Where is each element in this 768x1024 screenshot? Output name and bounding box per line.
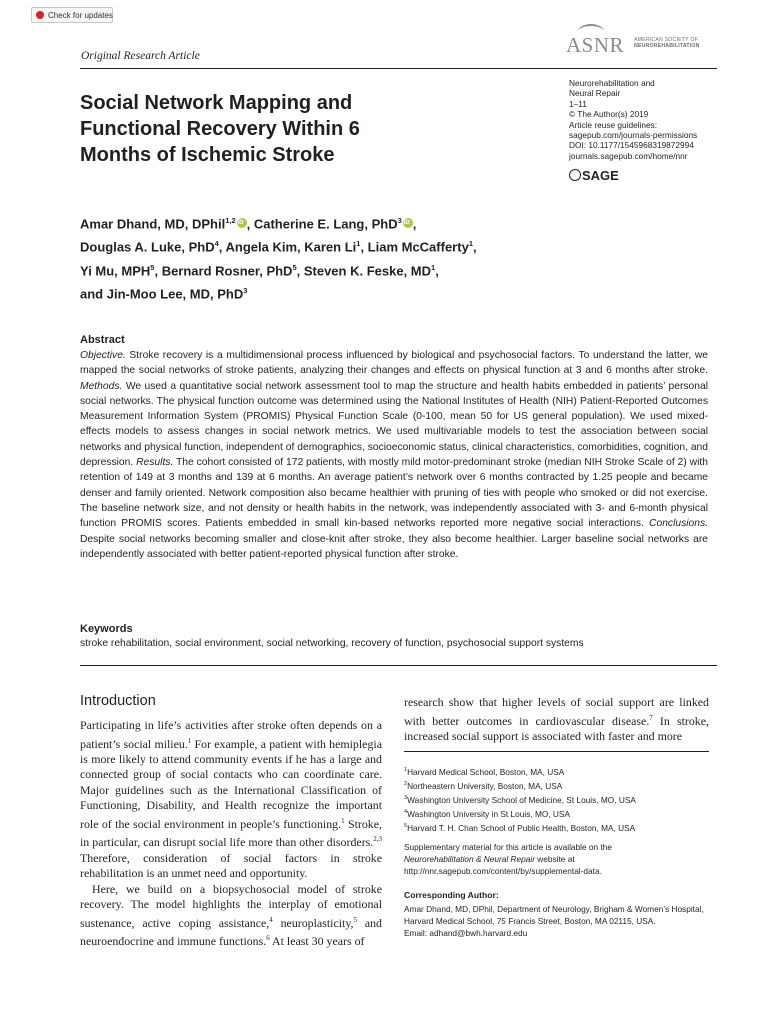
corresponding-author (404, 903, 704, 940)
affiliations (404, 764, 636, 834)
author-affil: 4 (214, 239, 219, 249)
logo-line-1: AMERICAN SOCIETY OF (634, 37, 698, 43)
text-run: neuroplasticity, (272, 915, 354, 930)
text-run: Therefore, consideration of social factors in stroke rehabilitation is an unmet need and opportunity. (80, 850, 382, 881)
author: and Jin-Moo Lee, MD, PhD (80, 286, 244, 302)
affiliation (404, 792, 636, 806)
text-run: and neuroendocrine and immune functions. (80, 915, 382, 949)
text-run: Stroke, in particular, can disrupt social life more than other disorders. (80, 816, 382, 850)
citation[interactable]: 2,3 (373, 835, 382, 844)
author: , Angela Kim, Karen Li (218, 239, 357, 255)
author: Yi Mu, MPH (80, 262, 151, 278)
paragraph (80, 718, 382, 882)
author-sep: , (412, 216, 417, 232)
logo-line-2: NEUROREHABILITATION (634, 43, 700, 49)
article-type: Original Research Article (81, 50, 200, 62)
orcid-icon[interactable] (237, 218, 247, 228)
abstract-conclusions-label: Conclusions. (649, 518, 708, 530)
body-column-right (404, 695, 709, 744)
author-affil: 1,2 (225, 216, 236, 225)
abstract-objective: Stroke recovery is a multidimensional process influenced by biological and psychosocial factors. To understand the latter, we mapped the social networks of stroke patients, analyzing their changes and effects on physical function at 3 and 6 months after stroke. (80, 350, 708, 377)
author: Amar Dhand, MD, DPhil (80, 216, 226, 232)
author-affil: 1 (356, 239, 361, 249)
abstract-conclusions: Despite social networks becoming smaller and close-knit after stroke, they also become healthier. Larger baseline social networks are independently associated with better patient-reported physical function after stroke. (80, 533, 708, 560)
corresponding-email[interactable]: Email: adhand@bwh.harvard.edu (404, 928, 528, 939)
author-sep: , (472, 239, 477, 255)
publisher-logo (569, 168, 619, 183)
affiliation-text: Washington University School of Medicine, St Louis, MO, USA (407, 794, 636, 805)
citation[interactable]: 6 (266, 934, 270, 943)
author-affil: 3 (397, 216, 402, 225)
journal-meta-line: © The Author(s) 2019 (569, 109, 649, 120)
abstract-body (80, 348, 708, 562)
author-affil: 3 (243, 285, 248, 295)
journal-home-link[interactable]: journals.sagepub.com/home/nnr (569, 150, 688, 161)
journal-meta-line: Neurorehabilitation and (569, 78, 655, 88)
text-run: For example, a patient with hemiplegia is more likely to attend community events if he has a large and connected group of social contacts who can coordinate care. Major guidelines such as the International Classification of Functioning, Disability, and Health recognize the important role of the social environment in people’s functioning. (80, 736, 382, 831)
author-affil: 5 (292, 262, 297, 272)
citation[interactable]: 5 (353, 915, 357, 924)
affiliation (404, 806, 636, 820)
affiliation (404, 764, 636, 778)
corresponding-address: Amar Dhand, MD, DPhil, Department of Neurology, Brigham & Women’s Hospital, Harvard Medical School, 75 Francis Street, Boston, MA 02115, USA. (404, 904, 704, 927)
affiliation-number: 1 (404, 767, 408, 773)
affiliation-text: Northeastern University, Boston, MA, USA (407, 780, 563, 791)
keywords-list: stroke rehabilitation, social environment, social networking, recovery of function, psychosocial support systems (80, 638, 584, 649)
updates-icon (36, 11, 44, 19)
abstract-heading: Abstract (80, 334, 125, 346)
publisher-name: SAGE (582, 168, 619, 183)
author-affil: 5 (150, 262, 155, 272)
body-column-left (80, 718, 382, 950)
supplementary-link[interactable]: website at http://nnr.sagepub.com/content/by/supplemental-data. (404, 854, 602, 877)
orcid-icon[interactable] (403, 218, 413, 228)
footnote-rule (404, 751, 709, 752)
keywords-heading: Keywords (80, 623, 133, 635)
section-heading-introduction: Introduction (80, 693, 156, 709)
journal-meta (569, 78, 697, 161)
author-affil: 1 (431, 262, 436, 272)
abstract-results: The cohort consisted of 172 patients, with mostly mild motor-predominant stroke (median NIH Stroke Scale of 2) with retention of 149 at 3 months and 139 at 6 months. An average patient’s network over 6 months contracted by 1.25 people and became denser and family oriented. Network composition also became healthier with pruning of ties with people who smoked or did not exercise. The baseline network size, and not density or health habits in the network, was independently associated with 3- and 6-month physical function PROMIS scores. Patients embedded in small kin-based networks reported more negative social interactions. (80, 457, 708, 530)
affiliation-text: Washington University in St Louis, MO, USA (407, 808, 570, 819)
journal-name: Neurorehabilitation & Neural Repair (404, 854, 535, 865)
affiliation-text: Harvard T. H. Chan School of Public Health, Boston, MA, USA (407, 823, 636, 834)
affiliation-number: 2 (404, 781, 408, 788)
citation[interactable]: 1 (341, 816, 345, 825)
author: , Liam McCafferty (360, 239, 469, 255)
text-run: research show that higher levels of social support are linked with better outcomes in cardiovascular disease. (404, 695, 709, 728)
journal-logo: ASNR (566, 33, 625, 57)
abstract-objective-label: Objective. (80, 350, 126, 361)
author-sep: , (435, 262, 439, 278)
affiliation-text: Harvard Medical School, Boston, MA, USA (407, 766, 565, 777)
author-affil: 1 (468, 239, 473, 249)
affiliation-number: 3 (404, 795, 408, 802)
text-run: At least 30 years of (269, 934, 365, 949)
article-title: Social Network Mapping and Functional Recovery Within 6 Months of Ischemic Stroke (80, 92, 360, 166)
author: , Catherine E. Lang, PhD (246, 216, 398, 232)
paragraph (80, 882, 382, 950)
text-run: Participating in life’s activities after stroke often depends on a patient’s social milieu. (80, 718, 382, 751)
citation[interactable]: 1 (187, 736, 192, 745)
text-run: Supplementary material for this article is available on the (404, 842, 612, 852)
citation[interactable]: 7 (649, 713, 653, 722)
text-run: In stroke, increased social support is associated with faster and more (404, 713, 709, 743)
affiliation-number: 4 (404, 809, 408, 816)
abstract-results-label: Results. (136, 457, 174, 469)
journal-meta-line: Article reuse guidelines: (569, 119, 658, 130)
abstract-rule (80, 665, 717, 666)
abstract-methods-label: Methods. (80, 380, 123, 392)
affiliation (404, 778, 636, 792)
supplementary-note (404, 841, 704, 878)
sage-s-icon (569, 169, 581, 181)
journal-meta-line: 1–11 (569, 98, 587, 109)
affiliation-number: 5 (404, 823, 408, 830)
check-for-updates-label: Check for updates (48, 11, 113, 20)
abstract-methods: We used a quantitative social network assessment tool to map the structure and health habits embedded in patients’ personal social networks. The physical function outcome was determined using the National Institutes of Health (NIH) Patient-Reported Outcomes Measurement Information System (PROMIS) Physical Function Scale (0-100, mean 50 for US general population). We used mixed-effects models to assess changes in social network metrics. We used multivariable models to test the association between social networks and physical function, independent of demographics, socioeconomic status, clinical characteristics, comorbidities, cognition, and depression. (80, 380, 708, 469)
header-rule (80, 68, 717, 69)
corresponding-author-heading: Corresponding Author: (404, 890, 499, 900)
journal-meta-line: Neural Repair (569, 88, 621, 99)
doi-link[interactable]: DOI: 10.1177/1545968319872994 (569, 140, 694, 151)
author: , Bernard Rosner, PhD (154, 262, 293, 278)
permissions-link[interactable]: sagepub.com/journals-permissions (569, 130, 698, 141)
author: Douglas A. Luke, PhD (80, 239, 215, 255)
check-for-updates-badge[interactable] (31, 7, 113, 23)
citation[interactable]: 4 (269, 915, 273, 924)
journal-logo-subtitle (634, 37, 700, 49)
affiliation (404, 820, 636, 834)
text-run: Here, we build on a biopsychosocial model of stroke recovery. The model highlights the interplay of emotional sustenance, active coping assistance, (80, 881, 382, 930)
author: , Steven K. Feske, MD (296, 262, 432, 278)
author-list (80, 211, 560, 304)
